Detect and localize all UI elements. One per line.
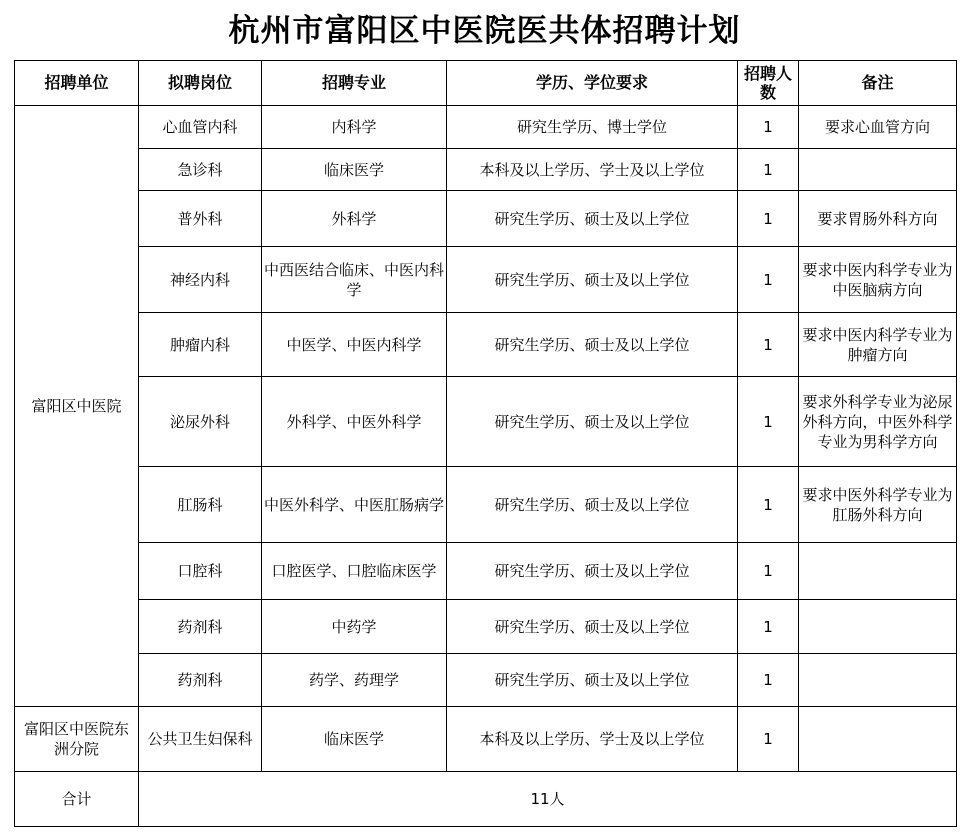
position-cell: 药剂科 xyxy=(139,600,262,654)
total-label: 合计 xyxy=(15,772,139,827)
major-cell: 药学、药理学 xyxy=(262,654,447,707)
header-count: 招聘人数 xyxy=(738,61,799,106)
table-row xyxy=(15,600,957,654)
education-cell: 研究生学历、硕士及以上学位 xyxy=(447,247,738,313)
remark-cell: 要求中医内科学专业为中医脑病方向 xyxy=(799,247,957,313)
header-major: 招聘专业 xyxy=(262,61,447,106)
remark-cell: 要求胃肠外科方向 xyxy=(799,191,957,247)
position-cell: 神经内科 xyxy=(139,247,262,313)
table-row xyxy=(15,313,957,377)
count-cell: 1 xyxy=(738,149,799,191)
table-row xyxy=(15,377,957,467)
major-cell: 临床医学 xyxy=(262,149,447,191)
education-cell: 研究生学历、博士学位 xyxy=(447,106,738,149)
major-cell: 临床医学 xyxy=(262,707,447,772)
count-cell: 1 xyxy=(738,543,799,600)
position-cell: 口腔科 xyxy=(139,543,262,600)
education-cell: 研究生学历、硕士及以上学位 xyxy=(447,313,738,377)
education-cell: 研究生学历、硕士及以上学位 xyxy=(447,467,738,543)
count-cell: 1 xyxy=(738,707,799,772)
remark-cell xyxy=(799,543,957,600)
unit-cell: 富阳区中医院东洲分院 xyxy=(15,707,139,772)
count-cell: 1 xyxy=(738,600,799,654)
remark-cell: 要求中医内科学专业为肿瘤方向 xyxy=(799,313,957,377)
count-cell: 1 xyxy=(738,247,799,313)
table-row xyxy=(15,707,957,772)
header-row xyxy=(15,61,957,106)
header-position: 拟聘岗位 xyxy=(139,61,262,106)
recruitment-table xyxy=(14,60,957,827)
total-row xyxy=(15,772,957,827)
position-cell: 公共卫生妇保科 xyxy=(139,707,262,772)
education-cell: 研究生学历、硕士及以上学位 xyxy=(447,191,738,247)
education-cell: 本科及以上学历、学士及以上学位 xyxy=(447,707,738,772)
remark-cell: 要求中医外科学专业为肛肠外科方向 xyxy=(799,467,957,543)
position-cell: 肛肠科 xyxy=(139,467,262,543)
count-cell: 1 xyxy=(738,377,799,467)
remark-cell: 要求外科学专业为泌尿外科方向，中医外科学专业为男科学方向 xyxy=(799,377,957,467)
table-row xyxy=(15,467,957,543)
major-cell: 中医外科学、中医肛肠病学 xyxy=(262,467,447,543)
count-cell: 1 xyxy=(738,467,799,543)
unit-cell: 富阳区中医院 xyxy=(15,106,139,707)
major-cell: 外科学 xyxy=(262,191,447,247)
education-cell: 研究生学历、硕士及以上学位 xyxy=(447,654,738,707)
table-row xyxy=(15,543,957,600)
table-row xyxy=(15,149,957,191)
remark-cell xyxy=(799,149,957,191)
major-cell: 中西医结合临床、中医内科学 xyxy=(262,247,447,313)
table-row xyxy=(15,191,957,247)
education-cell: 研究生学历、硕士及以上学位 xyxy=(447,543,738,600)
position-cell: 普外科 xyxy=(139,191,262,247)
count-cell: 1 xyxy=(738,191,799,247)
total-value: 11人 xyxy=(139,772,957,827)
position-cell: 药剂科 xyxy=(139,654,262,707)
education-cell: 研究生学历、硕士及以上学位 xyxy=(447,377,738,467)
education-cell: 本科及以上学历、学士及以上学位 xyxy=(447,149,738,191)
major-cell: 口腔医学、口腔临床医学 xyxy=(262,543,447,600)
position-cell: 肿瘤内科 xyxy=(139,313,262,377)
remark-cell xyxy=(799,707,957,772)
remark-cell xyxy=(799,654,957,707)
table-row xyxy=(15,247,957,313)
page-title: 杭州市富阳区中医院医共体招聘计划 xyxy=(228,13,741,49)
position-cell: 心血管内科 xyxy=(139,106,262,149)
count-cell: 1 xyxy=(738,106,799,149)
remark-cell xyxy=(799,600,957,654)
count-cell: 1 xyxy=(738,313,799,377)
table-row xyxy=(15,106,957,149)
education-cell: 研究生学历、硕士及以上学位 xyxy=(447,600,738,654)
header-remark: 备注 xyxy=(799,61,957,106)
header-unit: 招聘单位 xyxy=(15,61,139,106)
major-cell: 中药学 xyxy=(262,600,447,654)
position-cell: 泌尿外科 xyxy=(139,377,262,467)
major-cell: 内科学 xyxy=(262,106,447,149)
table-row xyxy=(15,654,957,707)
position-cell: 急诊科 xyxy=(139,149,262,191)
major-cell: 中医学、中医内科学 xyxy=(262,313,447,377)
major-cell: 外科学、中医外科学 xyxy=(262,377,447,467)
count-cell: 1 xyxy=(738,654,799,707)
remark-cell: 要求心血管方向 xyxy=(799,106,957,149)
header-education: 学历、学位要求 xyxy=(447,61,738,106)
